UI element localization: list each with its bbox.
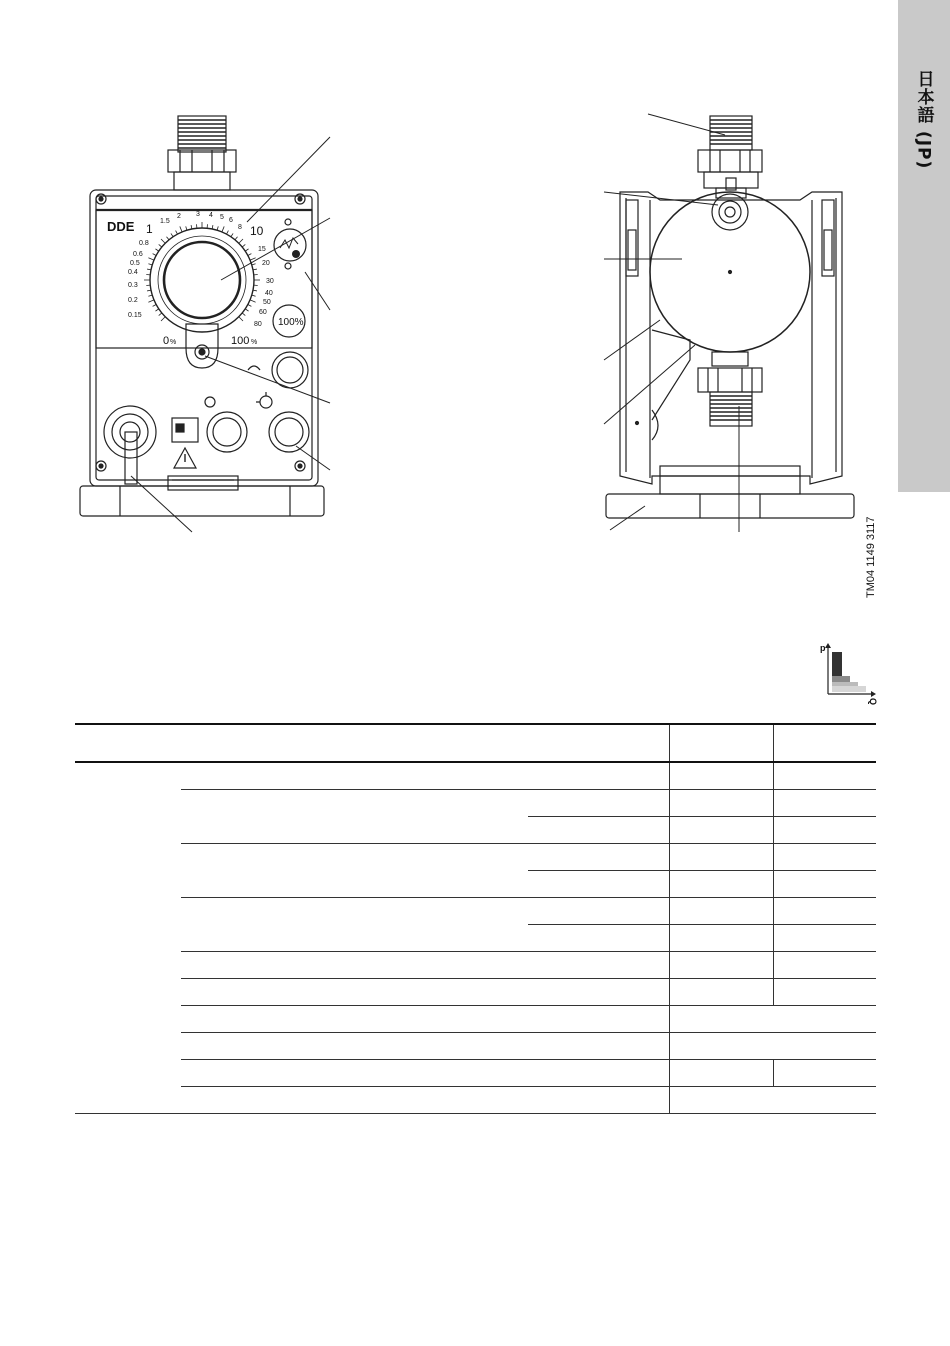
dial-label-0-3: 0.3 [128, 282, 138, 289]
table-row [75, 844, 876, 871]
dial-percent-sign-left: % [170, 339, 177, 346]
dial-tick [153, 305, 157, 307]
dial-tick [235, 237, 238, 240]
dial-label-0-5: 0.5 [130, 260, 140, 267]
dial-label-8: 8 [238, 224, 242, 231]
control-dial[interactable] [150, 228, 254, 332]
dial-tick [161, 317, 165, 321]
dial-label-2: 2 [177, 213, 181, 220]
dial-tick [227, 231, 229, 235]
table-row [75, 925, 876, 952]
dial-label-30: 30 [266, 278, 274, 285]
table-row [75, 952, 876, 979]
dial-tick [159, 244, 162, 247]
pump-side-view [604, 114, 854, 532]
dial-tick [242, 244, 245, 247]
table-row [75, 1060, 876, 1087]
right-bottom-connector [698, 352, 762, 426]
table-row [75, 979, 876, 1006]
dial-tick [161, 239, 165, 243]
dial-label-0-8: 0.8 [139, 240, 149, 247]
dial-tick [147, 290, 151, 291]
dial-tick [148, 300, 154, 302]
dial-label-50: 50 [263, 299, 271, 306]
dial-tick [239, 239, 243, 243]
cable-gland [104, 406, 156, 484]
pq-p-label: p [820, 643, 826, 653]
dial-tick [239, 317, 243, 321]
pq-q-label: Q [868, 698, 878, 706]
dial-label-100-percent: 100 [231, 335, 250, 347]
dial-label-0-4: 0.4 [128, 269, 138, 276]
dial-tick [252, 295, 256, 296]
dial-tick [253, 290, 257, 291]
table-row [75, 790, 876, 817]
table-row [75, 871, 876, 898]
dial-label-80: 80 [254, 321, 262, 328]
dial-tick [191, 225, 192, 229]
dial-label-4: 4 [209, 212, 213, 219]
spec-table [75, 723, 876, 1114]
dial-tick [180, 226, 182, 232]
table-row [75, 898, 876, 925]
right-top-connector [698, 116, 762, 198]
dial-label-20: 20 [262, 260, 270, 267]
dial-tick [148, 295, 152, 296]
dial-tick [176, 231, 178, 235]
dial-tick [245, 249, 248, 251]
dial-label-6: 6 [229, 217, 233, 224]
dial-tick [245, 309, 248, 311]
dial-label-0-percent: 0 [163, 335, 170, 347]
dial-label-5: 5 [220, 214, 224, 221]
dial-tick [147, 269, 151, 270]
table-row [75, 1006, 876, 1033]
dial-tick [217, 226, 218, 230]
table-row [75, 817, 876, 844]
dial-ticks [144, 222, 260, 321]
dial-tick [148, 258, 154, 260]
dial-tick [212, 225, 213, 229]
dial-tick [252, 264, 256, 265]
dial-tick [231, 233, 233, 236]
side-base [606, 494, 854, 518]
dial-label-3: 3 [196, 211, 200, 218]
dial-tick [148, 264, 152, 265]
table-row [75, 1087, 876, 1114]
table-row [75, 762, 876, 790]
dial-tick [222, 226, 224, 232]
dial-label-40: 40 [265, 290, 273, 297]
table-row [75, 1033, 876, 1060]
tm-code: TM04 1149 3117 [865, 516, 877, 598]
language-tab-label: 日本語 (JP) [913, 70, 934, 170]
dial-tick [171, 233, 173, 236]
pump-body [90, 190, 318, 486]
top-thread-connector [168, 116, 236, 190]
side-housing [620, 192, 842, 484]
dial-tick [248, 254, 252, 256]
dial-label-60: 60 [259, 309, 267, 316]
button-100-label: 100% [278, 317, 304, 328]
dial-tick [153, 254, 157, 256]
dial-label-15: 15 [258, 246, 266, 253]
right-leader-lines [604, 114, 739, 532]
pq-curve-icon [820, 643, 878, 705]
dial-label-0-6: 0.6 [133, 251, 143, 258]
dial-tick [242, 313, 245, 316]
dial-tick [166, 237, 169, 240]
dial-label-10: 10 [250, 224, 264, 238]
dial-label-0-15: 0.15 [128, 312, 142, 319]
dial-percent-sign-right: % [251, 339, 258, 346]
dial-tick [253, 269, 257, 270]
dial-tick [248, 305, 252, 307]
dial-label-1-5: 1.5 [160, 218, 170, 225]
dial-tick [155, 249, 158, 251]
dial-tick [159, 313, 162, 316]
dial-tick [250, 258, 256, 260]
dial-tick [250, 300, 256, 302]
dial-label-1: 1 [146, 222, 153, 236]
table-header-row [75, 724, 876, 762]
dial-tick [186, 226, 187, 230]
brand-label: DDE [107, 219, 135, 234]
dial-label-0-2: 0.2 [128, 297, 138, 304]
dial-tick [155, 309, 158, 311]
